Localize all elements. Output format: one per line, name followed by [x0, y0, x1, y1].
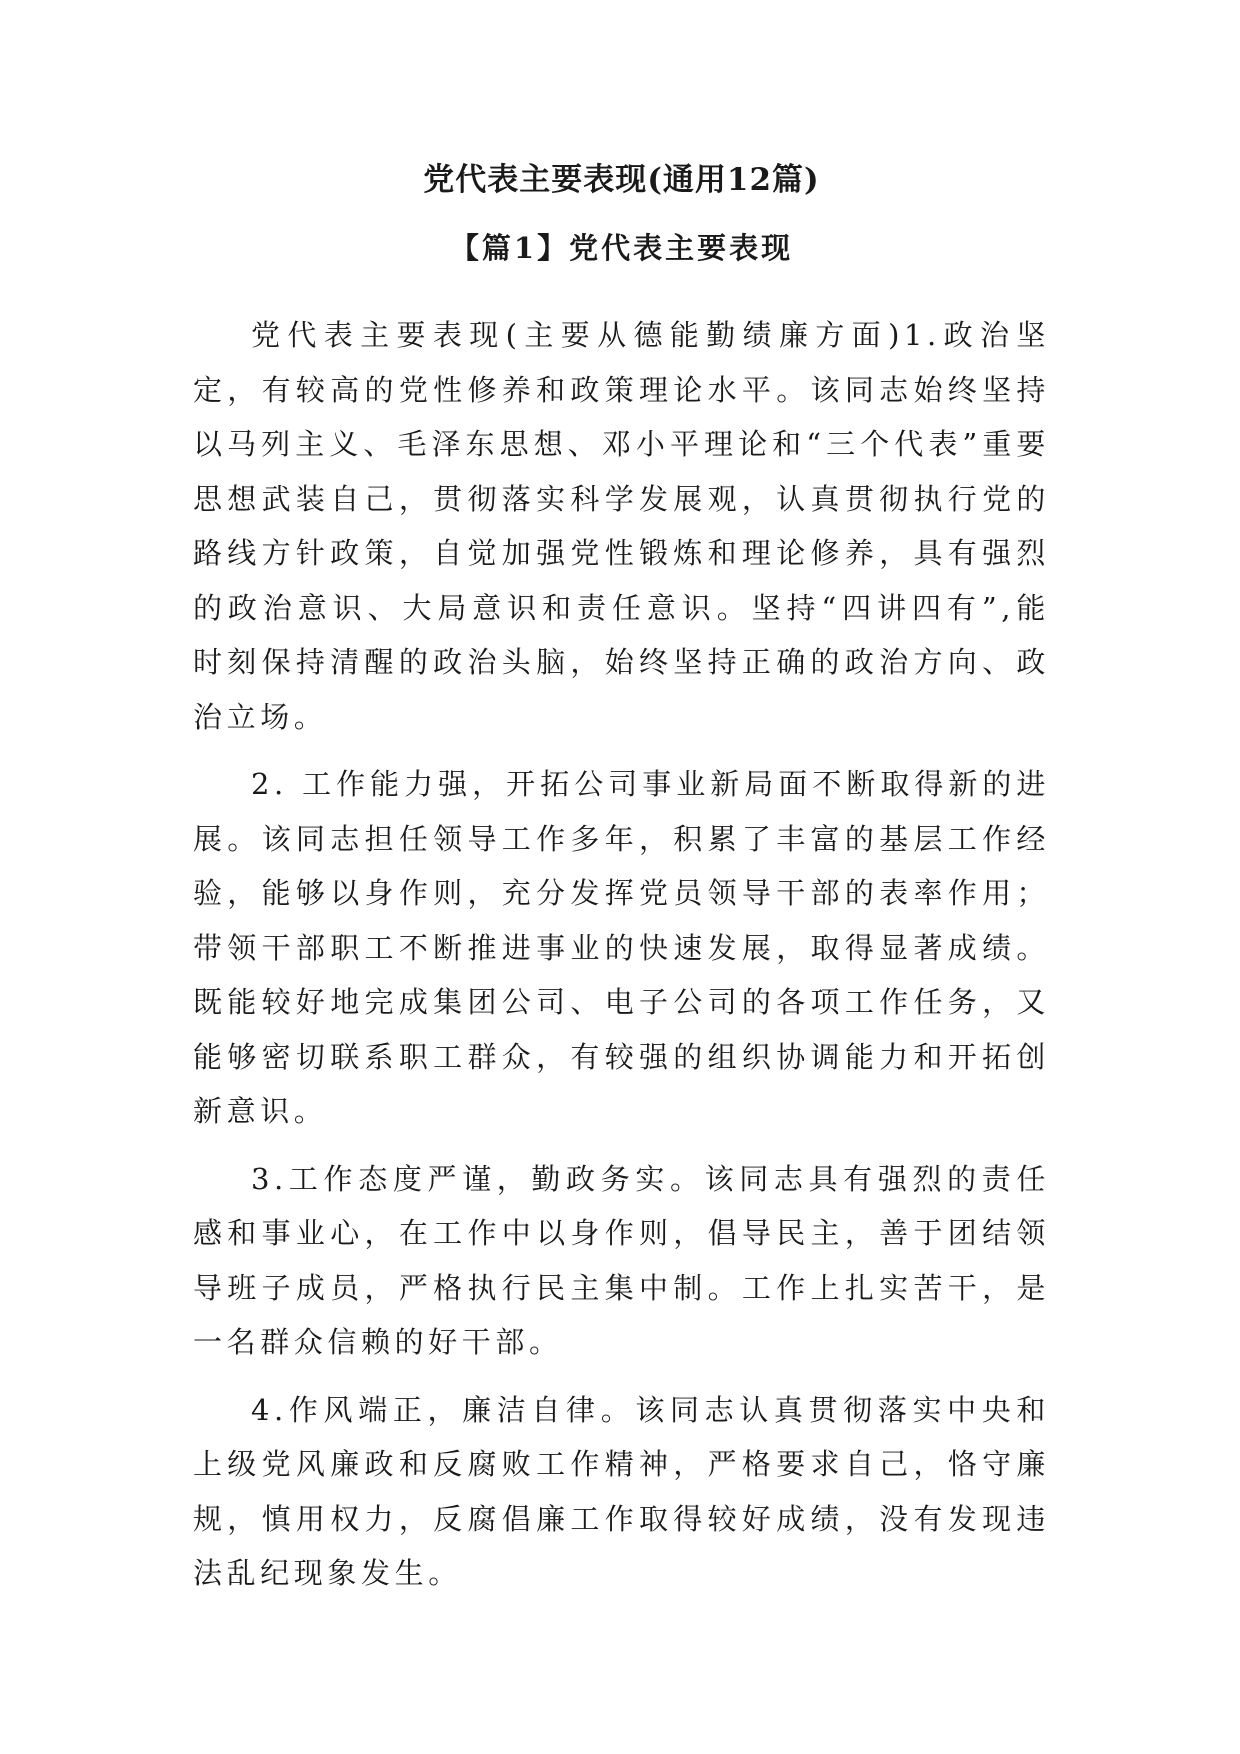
document-body — [193, 308, 1050, 1601]
paragraph-2: 2. 工作能力强，开拓公司事业新局面不断取得新的进展。该同志担任领导工作多年，积累了丰富的基层工作经验，能够以身作则，充分发挥党员领导干部的表率作用；带领干部职工不断推进事业的快速发展，取得显著成绩。既能较好地完成集团公司、电子公司的各项工作任务，又能够密切联系职工群众，有较强的组织协调能力和开拓创新意识。 — [193, 767, 1050, 1128]
document-title: 党代表主要表现(通用12篇) — [423, 162, 820, 198]
paragraph-4: 4.作风端正，廉洁自律。该同志认真贯彻落实中央和上级党风廉政和反腐败工作精神，严格要求自己，恪守廉规，慎用权力，反腐倡廉工作取得较好成绩，没有发现违法乱纪现象发生。 — [193, 1392, 1050, 1590]
paragraph-3: 3.工作态度严谨，勤政务实。该同志具有强烈的责任感和事业心，在工作中以身作则，倡导民主，善于团结领导班子成员，严格执行民主集中制。工作上扎实苦干，是一名群众信赖的好干部。 — [193, 1161, 1050, 1359]
paragraph-1: 党代表主要表现(主要从德能勤绩廉方面)1.政治坚定，有较高的党性修养和政策理论水平。该同志始终坚持以马列主义、毛泽东思想、邓小平理论和“三个代表”重要思想武装自己，贯彻落实科学发展观，认真贯彻执行党的路线方针政策，自觉加强党性锻炼和理论修养，具有强烈的政治意识、大局意识和责任意识。坚持“四讲四有”,能时刻保持清醒的政治头脑，始终坚持正确的政治方向、政治立场。 — [193, 318, 1050, 734]
section-heading: 【篇1】党代表主要表现 — [449, 231, 794, 265]
